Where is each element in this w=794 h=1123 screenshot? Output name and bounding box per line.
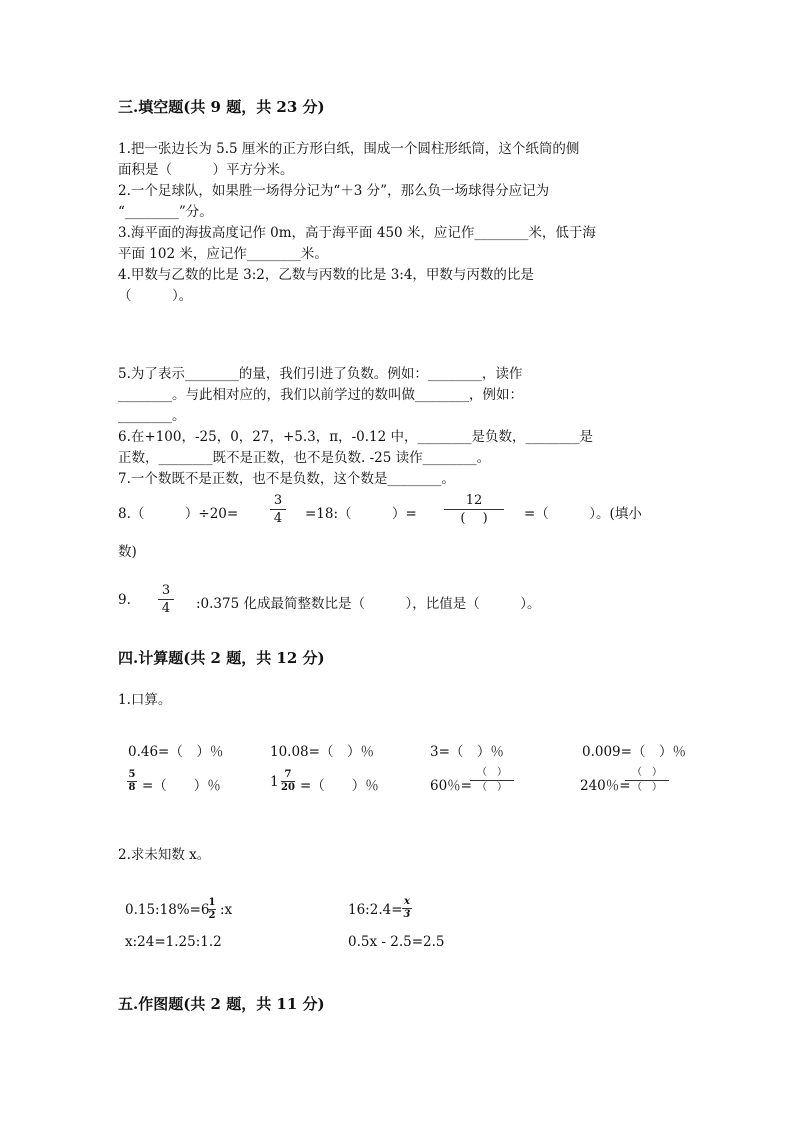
q1-line1: 1.把一张边长为 5.5 厘米的正方形白纸，围成一个圆柱形纸筒，这个纸筒的侧 (118, 141, 580, 157)
equation-3: x:24=1.25:1.2 (125, 934, 222, 950)
equation-1-text: 0.15:18%=6 (125, 902, 210, 918)
oral-calc-8-fraction (625, 768, 669, 793)
oral-calc-6-text: =（ ）％ (300, 778, 379, 794)
q8-fraction-2 (444, 494, 504, 525)
oral-calc-1: 0.46=（ ）％ (128, 744, 224, 760)
q4-line1: 4.甲数与乙数的比是 3:2，乙数与丙数的比是 3:4，甲数与丙数的比是 (118, 267, 534, 283)
q8-f1-num: 3 (273, 493, 283, 508)
equation-2-fraction (402, 897, 412, 920)
fraction-num: x (404, 896, 410, 907)
q3-line2: 平面 102 米，应记作________米。 (118, 246, 328, 262)
section-4-title: 四.计算题(共 2 题，共 12 分) (118, 649, 325, 667)
q5-line2: ________。与此相对应的，我们以前学过的数叫做________，例如： (118, 387, 523, 403)
fraction-den: 2 (208, 910, 216, 921)
fraction-den: 20 (281, 782, 295, 793)
q8-part1: 8.（ ）÷20= (118, 506, 239, 522)
q5-line3: ________。 (118, 408, 186, 424)
q8-f2-den: ( ) (460, 511, 488, 526)
equation-2-text: 16:2.4= (348, 902, 403, 918)
fraction-bar (470, 780, 514, 781)
fraction-num: 1 (208, 897, 216, 908)
fraction-den: 3 (403, 909, 411, 920)
q8-part3: =（ ）。(填小 (524, 506, 642, 522)
fraction-den: （ ） (632, 782, 662, 793)
s4-q2-label: 2.求未知数 x。 (118, 847, 211, 863)
equation-1-fraction (208, 898, 216, 921)
q5-line1: 5.为了表示________的量，我们引进了负数。例如：________，读作 (118, 366, 523, 382)
q8-f2-num: 12 (465, 493, 483, 508)
fraction-bar (158, 599, 174, 600)
fraction-den: （ ） (477, 782, 507, 793)
oral-calc-6-fraction (281, 770, 295, 793)
q9-fraction (158, 584, 174, 615)
q9-f-den: 4 (161, 601, 171, 616)
section-3-title: 三.填空题(共 9 题，共 23 分) (118, 98, 325, 116)
q2-line2: “________”分。 (118, 204, 213, 220)
oral-calc-5-fraction (127, 770, 137, 793)
oral-calc-3: 3=（ ）％ (430, 744, 504, 760)
s4-q1-label: 1.口算。 (118, 692, 172, 708)
fraction-bar (270, 509, 286, 510)
q4-line2: （ ）。 (118, 288, 193, 304)
q9-number: 9. (118, 592, 131, 608)
q2-line1: 2.一个足球队，如果胜一场得分记为“＋3 分”，那么负一场球得分应记为 (118, 183, 550, 199)
fraction-num: （ ） (477, 767, 507, 778)
equation-4: 0.5x - 2.5=2.5 (348, 934, 445, 950)
q7-line: 7.一个数既不是正数，也不是负数，这个数是________。 (118, 471, 455, 487)
q8-fraction-1 (270, 494, 286, 525)
section-5-title: 五.作图题(共 2 题，共 11 分) (118, 995, 325, 1013)
q6-line1: 6.在+100，-25，0，27，+5.3，π，-0.12 中，________是负数，________是 (118, 429, 594, 445)
oral-calc-2: 10.08=（ ）％ (270, 744, 374, 760)
q3-line1: 3.海平面的海拔高度记作 0m，高于海平面 450 米，应记作________米，低于海 (118, 225, 596, 241)
q8-part2: =18:（ ）= (305, 506, 417, 522)
oral-calc-5-text: =（ ）％ (142, 778, 221, 794)
q9-f-num: 3 (161, 583, 171, 598)
fraction-bar (444, 509, 504, 510)
equation-1-tail: :x (220, 902, 233, 918)
oral-calc-7-text: 60％= (430, 778, 472, 794)
q8-part4: 数) (118, 544, 137, 560)
fraction-den: 8 (128, 782, 136, 793)
q1-line2: 面积是（ ）平方分米。 (118, 162, 294, 178)
fraction-num: 5 (128, 769, 136, 780)
fraction-num: 7 (284, 769, 292, 780)
oral-calc-8-text: 240％= (580, 778, 631, 794)
oral-calc-6-whole: 1 (270, 774, 279, 790)
q6-line2: 正数，________既不是正数，也不是负数. -25 读作________。 (118, 450, 491, 466)
oral-calc-7-fraction (470, 768, 514, 793)
fraction-num: （ ） (632, 767, 662, 778)
oral-calc-4: 0.009=（ ）％ (582, 744, 686, 760)
q9-text: :0.375 化成最简整数比是（ ），比值是（ ）。 (196, 596, 541, 612)
fraction-bar (625, 780, 669, 781)
q8-f1-den: 4 (273, 511, 283, 526)
